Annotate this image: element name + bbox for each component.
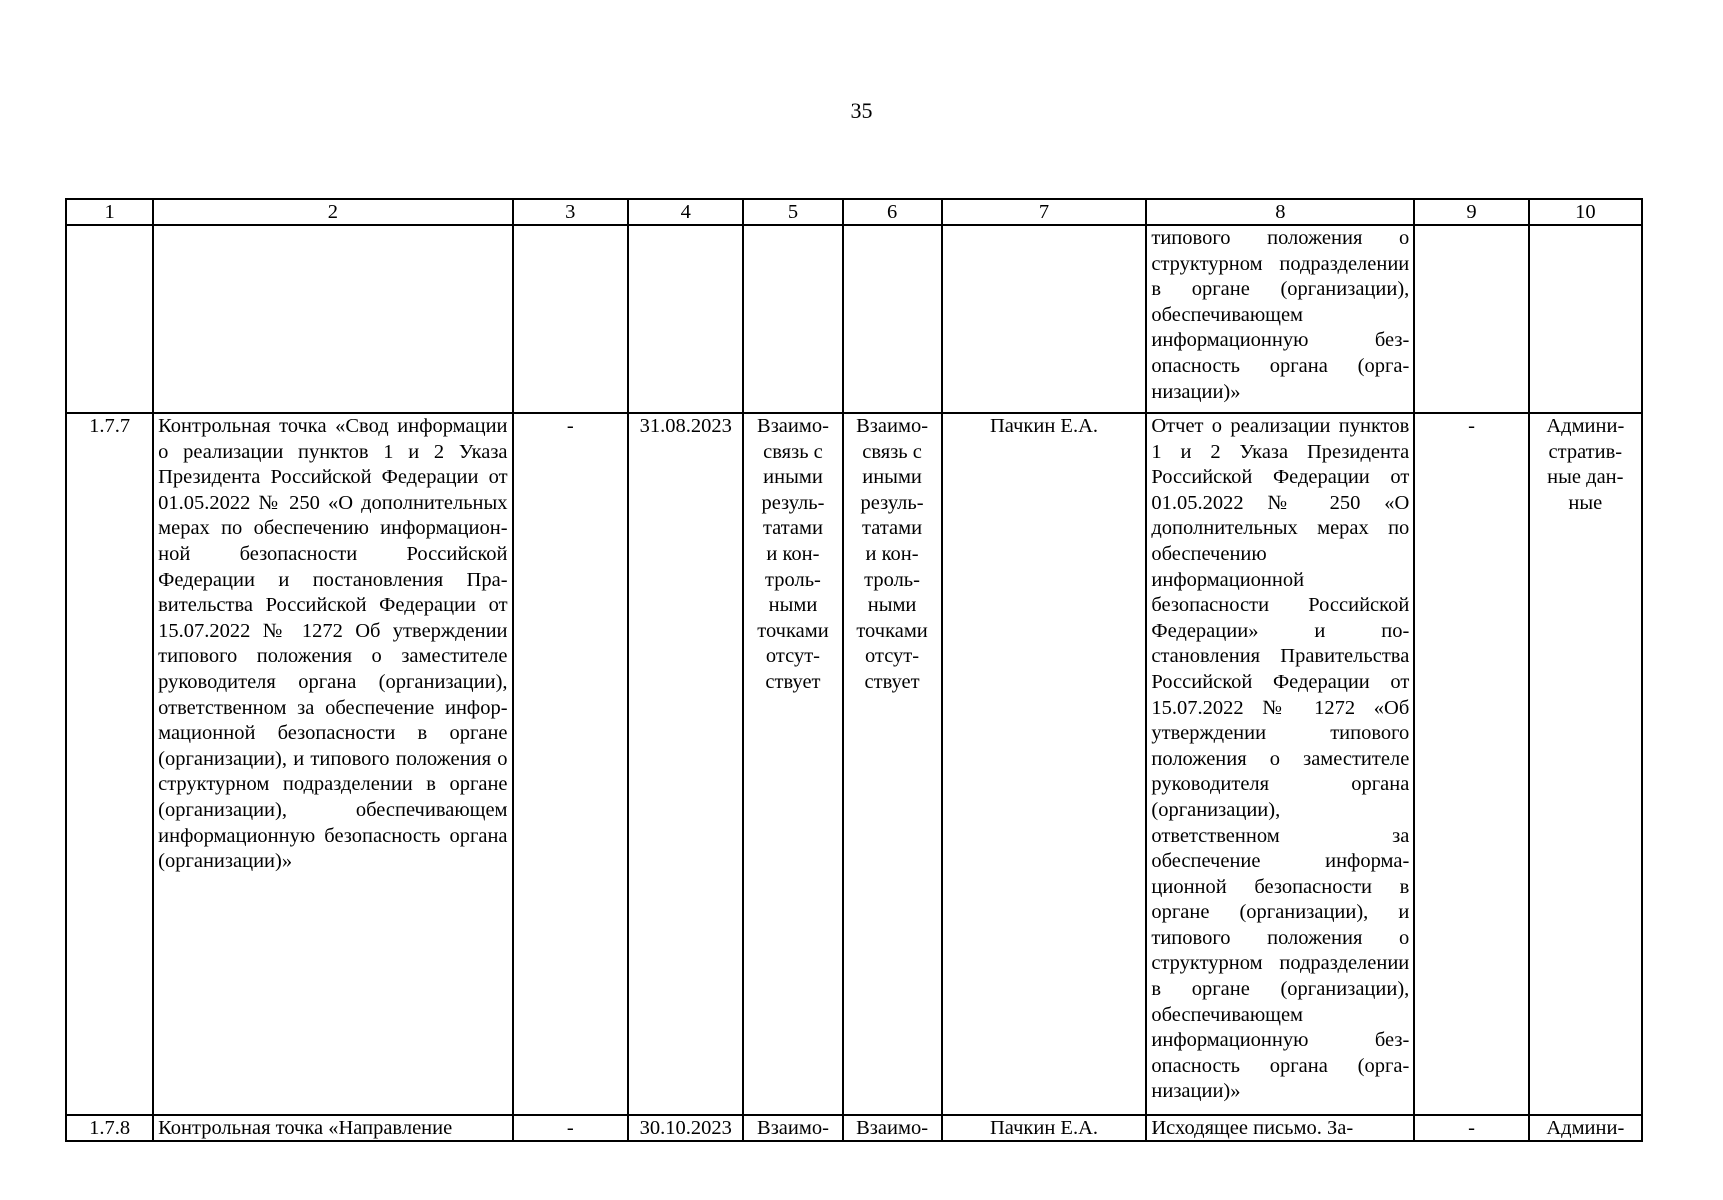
row-relation-checkpoints: Взаимо-: [843, 1115, 942, 1141]
table-row: [66, 1115, 1642, 1141]
cont-cell-10: [1529, 225, 1642, 413]
cont-cell-5: [743, 225, 842, 413]
page-number: 35: [850, 98, 873, 123]
col-header-7: 7: [942, 199, 1147, 225]
row-relation-results: Взаимо- связь с иными резуль- татами и кон- троль- ными точками отсут- ствует: [743, 413, 842, 1115]
row-document: Исходящее письмо. За-: [1146, 1115, 1414, 1141]
col-header-5: 5: [743, 199, 842, 225]
row-col3: -: [513, 1115, 628, 1141]
row-date: 31.08.2023: [628, 413, 743, 1115]
row-source: Админи-: [1529, 1115, 1642, 1141]
row-col9: -: [1414, 1115, 1528, 1141]
row-relation-results: Взаимо-: [743, 1115, 842, 1141]
row-document: Отчет о реализации пунктов 1 и 2 Указа Президента Российской Федерации от 01.05.2022 № 250 «О дополнительных мерах по обеспечению информационной безопасности Российской Федерации» и постановления Правительства Российской Федерации от 15.07.2022 № 1272 «Об утверждении типового положения о заместителе руководителя органа (организации), ответственном за обеспечение информационной безопасности в органе (организации), и типового положения о структурном подразделении в органе (организации), обеспечивающем информационную безопасность органа (организации)»: [1146, 413, 1414, 1115]
cont-cell-7: [942, 225, 1147, 413]
col-header-6: 6: [843, 199, 942, 225]
continuation-row: [66, 225, 1642, 413]
row-responsible: Пачкин Е.А.: [942, 413, 1147, 1115]
table-row: [66, 413, 1642, 1115]
row-number: 1.7.8: [66, 1115, 153, 1141]
row-description: Контрольная точка «Свод информации о реализации пунктов 1 и 2 Указа Президента Российской Федерации от 01.05.2022 № 250 «О дополнительных мерах по обеспечению информационной безопасности Российской Федерации и постановления Правительства Российской Федерации от 15.07.2022 № 1272 Об утверждении типового положения о заместителе руководителя органа (организации), ответственном за обеспечение информационной безопасности в органе (организации), и типового положения о структурном подразделении в органе (организации), обеспечивающем информационную безопасность органа (организации)»: [153, 413, 512, 1115]
col-header-1: 1: [66, 199, 153, 225]
row-description: Контрольная точка «Направление: [153, 1115, 512, 1141]
col-header-9: 9: [1414, 199, 1528, 225]
row-col3: -: [513, 413, 628, 1115]
col-header-10: 10: [1529, 199, 1642, 225]
row-number: 1.7.7: [66, 413, 153, 1115]
cont-cell-9: [1414, 225, 1528, 413]
row-responsible: Пачкин Е.А.: [942, 1115, 1147, 1141]
header-row: [66, 199, 1642, 225]
col-header-2: 2: [153, 199, 512, 225]
cont-cell-1: [66, 225, 153, 413]
row-relation-checkpoints: Взаимо- связь с иными резуль- татами и кон- троль- ными точками отсут- ствует: [843, 413, 942, 1115]
col-header-4: 4: [628, 199, 743, 225]
cont-cell-3: [513, 225, 628, 413]
cont-cell-2: [153, 225, 512, 413]
plan-table: [65, 198, 1643, 1142]
col-header-8: 8: [1146, 199, 1414, 225]
cont-cell-4: [628, 225, 743, 413]
row-source: Админи- стратив- ные дан- ные: [1529, 413, 1642, 1115]
cont-cell-6: [843, 225, 942, 413]
row-date: 30.10.2023: [628, 1115, 743, 1141]
row-col9: -: [1414, 413, 1528, 1115]
col-header-3: 3: [513, 199, 628, 225]
cont-document-cell: типового положения о структурном подразделении в органе (организации), обеспечивающем информационную безопасность органа (организации)»: [1146, 225, 1414, 413]
